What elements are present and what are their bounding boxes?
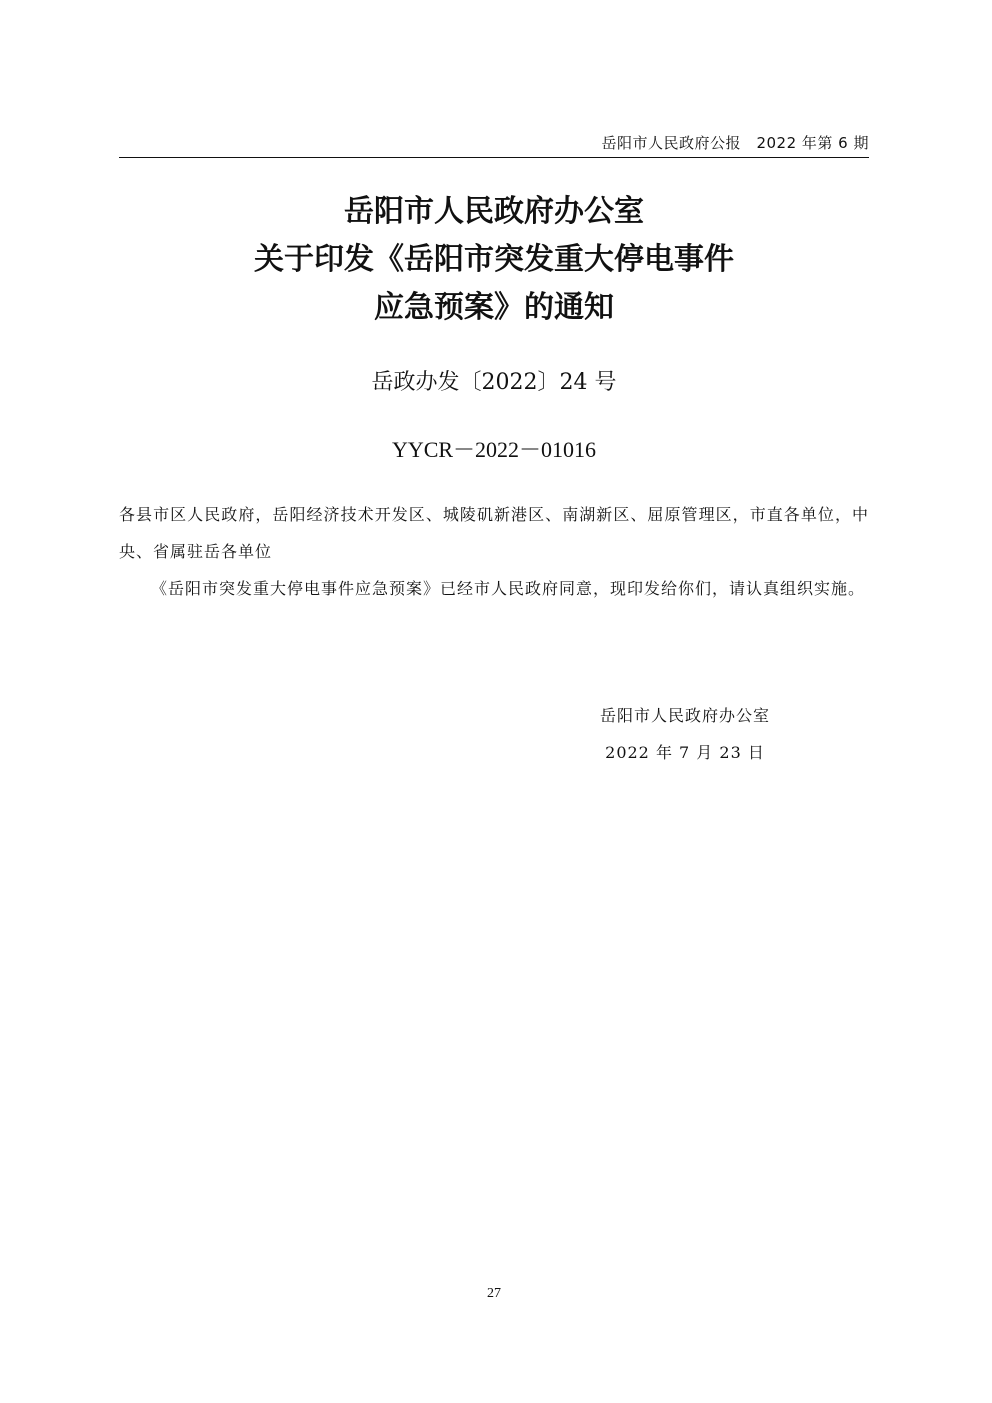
body-paragraph: 《岳阳市突发重大停电事件应急预案》已经市人民政府同意，现印发给你们，请认真组织实施。 — [151, 579, 866, 598]
document-body — [119, 496, 869, 607]
document-number: 岳政办发〔2022〕24 号 — [371, 370, 617, 395]
recipients-paragraph: 各县市区人民政府，岳阳经济技术开发区、城陵矶新港区、南湖新区、屈原管理区，市直各单位，中央、省属驻岳各单位 — [119, 505, 869, 561]
title-line-2: 关于印发《岳阳市突发重大停电事件 — [254, 242, 734, 277]
issuing-organization: 岳阳市人民政府办公室 — [599, 706, 770, 725]
signature-block — [555, 697, 815, 771]
document-title — [119, 188, 869, 332]
running-header — [119, 128, 869, 158]
header-divider — [119, 157, 869, 158]
page-number: 27 — [487, 1286, 501, 1301]
registration-number: YYCR－2022－01016 — [391, 437, 597, 462]
header-publication-info: 岳阳市人民政府公报 2022 年第 6 期 — [601, 134, 869, 152]
title-line-3: 应急预案》的通知 — [374, 290, 614, 325]
issue-date: 2022 年 7 月 23 日 — [605, 743, 765, 762]
title-line-1: 岳阳市人民政府办公室 — [344, 194, 644, 229]
